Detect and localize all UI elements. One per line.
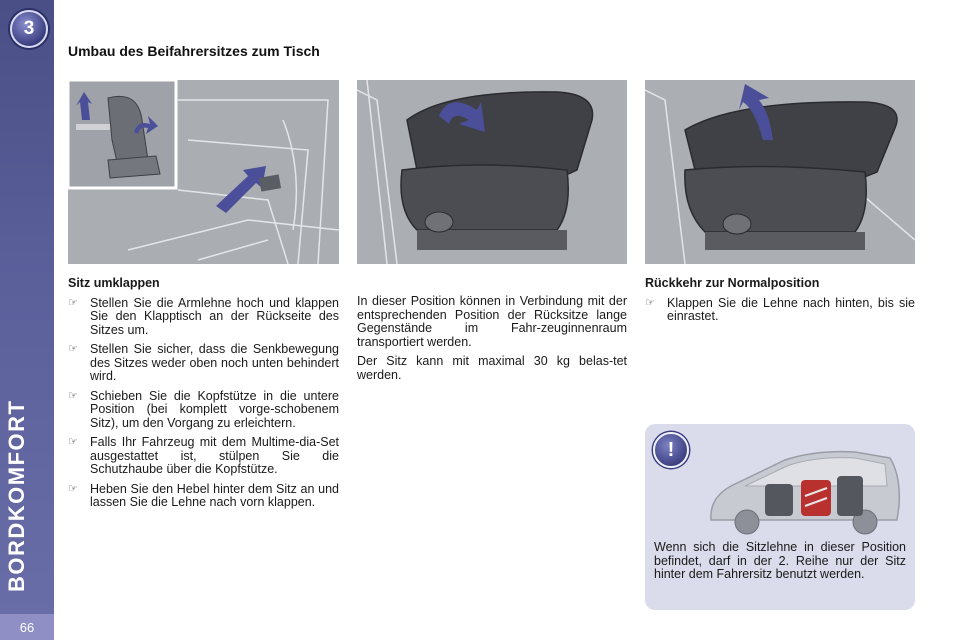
list-item: ☞ Falls Ihr Fahrzeug mit dem Multime-dia-Set ausgestattet ist, stülpen Sie die Schutzhaube über die Kopfstütze.	[68, 435, 339, 476]
warning-note-text: Wenn sich die Sitzlehne in dieser Position befindet, darf in der 2. Reihe nur der Sitz hinter dem Fahrersitz benutzt werden.	[654, 540, 906, 581]
pointer-bullet-icon: ☞	[645, 296, 655, 309]
list-item: ☞ Stellen Sie die Armlehne hoch und klappen Sie den Klapptisch an der Rückseite des Sitzes um.	[68, 295, 339, 337]
usage-paragraph: In dieser Position können in Verbindung mit der entsprechenden Position der Rücksitze lange Gegenstände im Fahr-zeuginnenraum transportiert werden.	[357, 294, 627, 349]
warning-note	[645, 424, 915, 610]
car-interior-illustration	[705, 446, 905, 536]
seat-backrest-return-illustration	[645, 80, 915, 264]
list-item: ☞ Stellen Sie sicher, dass die Senkbewegung des Sitzes weder oben noch unten behindert wird.	[68, 342, 339, 383]
seat-fold-arms-illustration	[68, 80, 339, 264]
column-fold-seat	[68, 277, 339, 516]
list-item: ☞ Klappen Sie die Lehne nach hinten, bis sie einrastet.	[645, 295, 915, 323]
pointer-bullet-icon: ☞	[68, 296, 78, 309]
pointer-bullet-icon: ☞	[68, 436, 78, 448]
chapter-sidebar	[0, 0, 54, 640]
pointer-bullet-icon: ☞	[68, 482, 78, 495]
fold-seat-steps	[68, 297, 339, 510]
return-normal-heading: Rückkehr zur Normalposition	[645, 276, 820, 290]
column-return-normal	[645, 277, 915, 330]
fold-seat-heading: Sitz umklappen	[68, 276, 160, 290]
warning-exclamation-icon: !	[653, 432, 689, 468]
list-item: ☞ Heben Sie den Hebel hinter dem Sitz an und lassen Sie die Lehne nach vorn klappen.	[68, 481, 339, 509]
return-normal-steps	[645, 297, 915, 324]
chapter-title: BORDKOMFORT	[4, 399, 29, 592]
pointer-bullet-icon: ☞	[68, 389, 78, 402]
chapter-number-badge: 3	[10, 10, 48, 48]
load-limit-paragraph: Der Sitz kann mit maximal 30 kg belas-tet werden.	[357, 354, 627, 382]
list-item: ☞ Schieben Sie die Kopfstütze in die untere Position (bei komplett vorge-schobenem Sitz), um den Vorgang zu erleichtern.	[68, 388, 339, 430]
seat-backrest-fold-illustration	[357, 80, 627, 264]
section-title: Umbau des Beifahrersitzes zum Tisch	[68, 43, 320, 59]
pointer-bullet-icon: ☞	[68, 343, 78, 355]
page-number: 66	[0, 614, 54, 640]
column-usage-info	[357, 295, 627, 388]
